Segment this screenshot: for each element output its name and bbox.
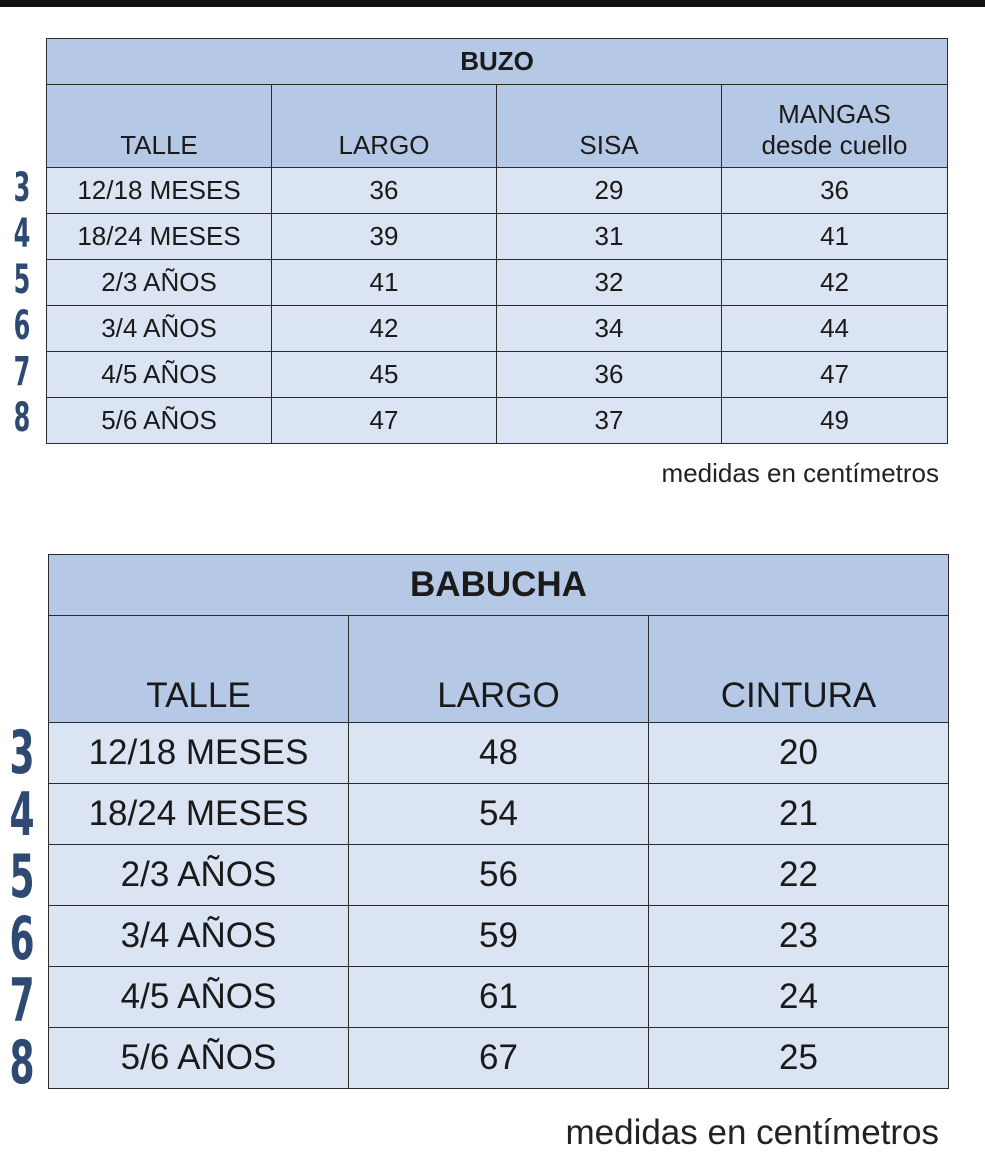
cell-talle: 4/5 AÑOS — [49, 967, 349, 1028]
cell-largo: 42 — [272, 306, 497, 352]
cell-cintura: 21 — [649, 784, 949, 845]
babucha-units-note: medidas en centímetros — [565, 1113, 939, 1152]
buzo-header-sisa: SISA — [497, 85, 722, 168]
cell-mangas: 41 — [722, 214, 948, 260]
cell-mangas: 42 — [722, 260, 948, 306]
cell-largo: 61 — [349, 967, 649, 1028]
cell-largo: 54 — [349, 784, 649, 845]
buzo-units-note: medidas en centímetros — [661, 458, 939, 488]
size-number: 5 — [9, 842, 35, 912]
buzo-size-table — [46, 38, 948, 444]
babucha-title: BABUCHA — [49, 555, 949, 616]
size-number: 5 — [13, 257, 31, 303]
cell-talle: 5/6 AÑOS — [47, 398, 272, 444]
cell-talle: 5/6 AÑOS — [49, 1028, 349, 1089]
buzo-header-largo: LARGO — [272, 85, 497, 168]
cell-sisa: 34 — [497, 306, 722, 352]
cell-cintura: 22 — [649, 845, 949, 906]
table-row — [49, 967, 949, 1028]
cell-cintura: 24 — [649, 967, 949, 1028]
size-number: 3 — [13, 165, 31, 211]
cell-largo: 45 — [272, 352, 497, 398]
cell-largo: 48 — [349, 723, 649, 784]
size-number: 7 — [9, 966, 35, 1036]
table-row — [47, 398, 948, 444]
size-number: 4 — [9, 780, 35, 850]
cell-talle: 12/18 MESES — [47, 168, 272, 214]
cell-mangas: 44 — [722, 306, 948, 352]
table-row — [47, 168, 948, 214]
buzo-header-mangas-line2: desde cuello — [761, 130, 908, 160]
size-number: 3 — [9, 718, 35, 788]
table-row — [47, 214, 948, 260]
cell-sisa: 37 — [497, 398, 722, 444]
cell-cintura: 25 — [649, 1028, 949, 1089]
cell-largo: 67 — [349, 1028, 649, 1089]
cell-talle: 4/5 AÑOS — [47, 352, 272, 398]
cell-talle: 18/24 MESES — [49, 784, 349, 845]
cell-largo: 59 — [349, 906, 649, 967]
size-number: 7 — [13, 349, 31, 395]
cell-sisa: 29 — [497, 168, 722, 214]
babucha-header-cintura: CINTURA — [649, 616, 949, 723]
buzo-title: BUZO — [47, 39, 948, 85]
table-row — [47, 260, 948, 306]
table-row — [49, 1028, 949, 1089]
cell-mangas: 49 — [722, 398, 948, 444]
cell-talle: 12/18 MESES — [49, 723, 349, 784]
size-number: 8 — [9, 1028, 35, 1098]
cell-largo: 41 — [272, 260, 497, 306]
cell-talle: 2/3 AÑOS — [49, 845, 349, 906]
table-row — [47, 352, 948, 398]
table-row — [47, 306, 948, 352]
size-number: 4 — [13, 211, 31, 257]
cell-talle: 2/3 AÑOS — [47, 260, 272, 306]
cell-largo: 47 — [272, 398, 497, 444]
size-number: 6 — [13, 303, 31, 349]
cell-talle: 3/4 AÑOS — [49, 906, 349, 967]
cell-largo: 36 — [272, 168, 497, 214]
table-row — [49, 906, 949, 967]
cell-cintura: 20 — [649, 723, 949, 784]
babucha-header-largo: LARGO — [349, 616, 649, 723]
cell-cintura: 23 — [649, 906, 949, 967]
top-border — [0, 0, 985, 7]
cell-largo: 39 — [272, 214, 497, 260]
table-row — [49, 845, 949, 906]
cell-talle: 3/4 AÑOS — [47, 306, 272, 352]
cell-sisa: 36 — [497, 352, 722, 398]
buzo-header-mangas-line1: MANGAS — [778, 99, 891, 129]
cell-talle: 18/24 MESES — [47, 214, 272, 260]
cell-sisa: 31 — [497, 214, 722, 260]
babucha-size-table — [48, 554, 949, 1089]
buzo-header-talle: TALLE — [47, 85, 272, 168]
cell-mangas: 36 — [722, 168, 948, 214]
size-number: 8 — [13, 395, 31, 441]
size-number: 6 — [9, 904, 35, 974]
table-row — [49, 784, 949, 845]
table-row — [49, 723, 949, 784]
cell-mangas: 47 — [722, 352, 948, 398]
babucha-header-talle: TALLE — [49, 616, 349, 723]
cell-largo: 56 — [349, 845, 649, 906]
cell-sisa: 32 — [497, 260, 722, 306]
buzo-header-mangas — [722, 85, 948, 168]
